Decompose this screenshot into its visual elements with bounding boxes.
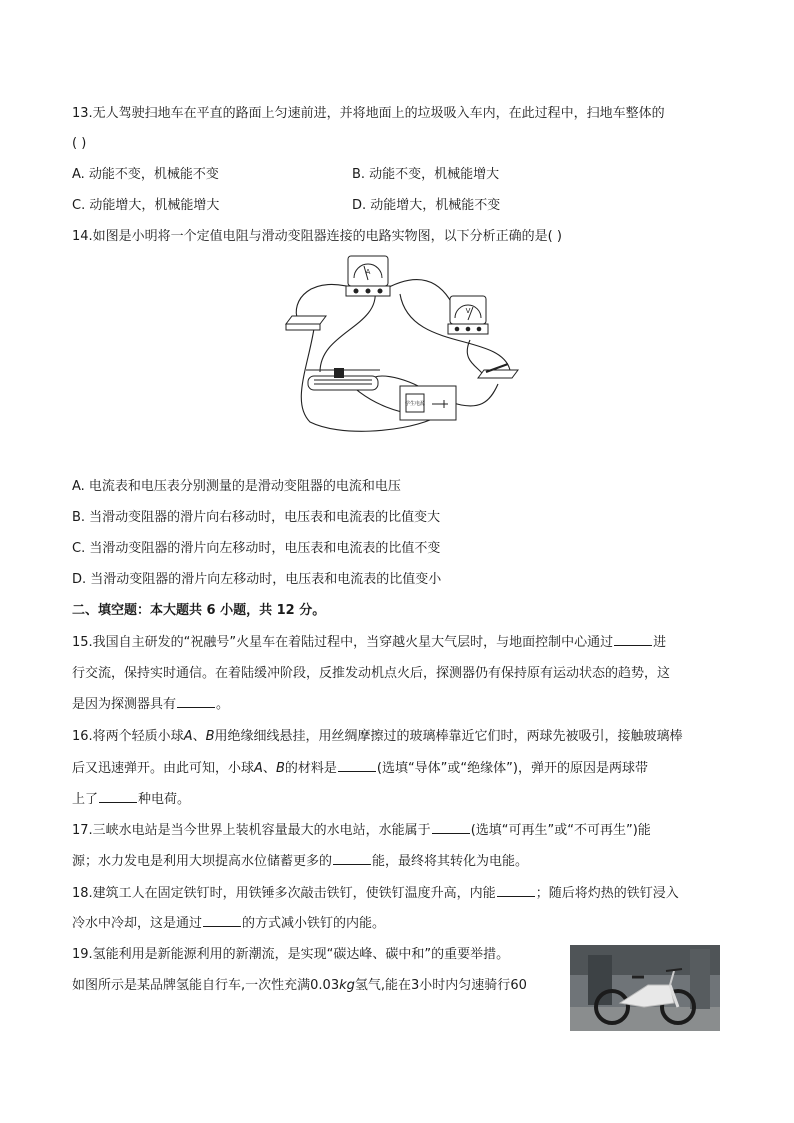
answer-blank (614, 632, 652, 646)
section-heading: 二、填空题：本大题共 6 小题，共 12 分。 (72, 603, 326, 618)
q15-l1b: 进 (653, 635, 667, 650)
resistor-icon (286, 316, 326, 330)
q16-l2b: 的材料是 (284, 761, 337, 776)
q16-sep: 、 (192, 729, 206, 744)
q18-line1 (72, 883, 679, 904)
q19-l2a: 如图所示是某品牌氢能自行车,一次性充满 (72, 978, 311, 993)
q16-line3 (72, 789, 190, 810)
rheostat-icon (306, 368, 380, 390)
q18-l1b: ；随后将灼热的铁钉浸入 (535, 886, 679, 901)
q16-line2 (72, 758, 648, 779)
q16-l2c: (选填“导体”或“绝缘体”)，弹开的原因是两球带 (376, 761, 648, 776)
q15-l3b: 。 (216, 697, 230, 712)
ammeter-label: A (365, 268, 371, 276)
q18-line2 (72, 913, 385, 934)
q13-option-a: A. 动能不变，机械能不变 (72, 167, 219, 182)
q13-option-c: C. 动能增大，机械能增大 (72, 198, 220, 213)
var-a: A (254, 761, 263, 776)
var-a: A (183, 729, 193, 744)
q17-l1a: 17.三峡水电站是当今世界上装机容量最大的水电站，水能属于 (72, 823, 431, 838)
var-b: B (275, 761, 285, 776)
q18-l2b: 的方式减小铁钉的内能。 (242, 916, 386, 931)
q19-l2c: 小时内匀速骑行 (419, 978, 511, 993)
q16-l1a: 16.将两个轻质小球 (72, 729, 184, 744)
voltmeter-label: V (465, 307, 471, 315)
q18-l2a: 冷水中冷却，这是通过 (72, 916, 203, 931)
q16-l3b: 种电荷。 (138, 792, 191, 807)
q14-option-a: A. 电流表和电压表分别测量的是滑动变阻器的电流和电压 (72, 479, 401, 494)
q15-l1a: 15.我国自主研发的“祝融号”火星车在着陆过程中，当穿越火星大气层时，与地面控制中心通过 (72, 635, 614, 650)
q13-option-b: B. 动能不变，机械能增大 (352, 167, 500, 182)
answer-blank (338, 758, 376, 772)
voltmeter-icon (448, 296, 488, 334)
q16-l1b: 用绝缘细线悬挂，用丝绸摩擦过的玻璃棒靠近它们时，两球先被吸引，接触玻璃棒 (214, 729, 683, 744)
q18-l1a: 18.建筑工人在固定铁钉时，用铁锤多次敲击铁钉，使铁钉温度升高，内能 (72, 886, 496, 901)
q19-line1: 19.氢能利用是新能源利用的新潮流，是实现“碳达峰、碳中和”的重要举措。 (72, 947, 510, 962)
q16-sep: 、 (262, 761, 276, 776)
hydrogen-bike-photo (570, 945, 720, 1031)
q16-line1 (72, 727, 683, 747)
q14-option-c: C. 当滑动变阻器的滑片向左移动时，电压表和电流表的比值不变 (72, 541, 441, 556)
q15-l3a: 是因为探测器具有 (72, 697, 177, 712)
q13-option-d: D. 动能增大，机械能不变 (352, 198, 501, 213)
q15-line2: 行交流，保持实时通信。在着陆缓冲阶段，反推发动机点火后，探测器仍有保持原有运动状态的趋势，这 (72, 666, 671, 681)
q19-l2b: 氢气,能在 (354, 978, 412, 993)
q13-paren: ( ) (72, 136, 87, 151)
q15-line3 (72, 694, 229, 715)
q19-unit: kg (339, 978, 355, 993)
q14-option-d: D. 当滑动变阻器的滑片向左移动时，电压表和电流表的比值变小 (72, 572, 442, 587)
answer-blank (177, 694, 215, 708)
q19-hours: 3 (411, 978, 420, 993)
answer-blank (203, 913, 241, 927)
switch-icon (478, 364, 518, 378)
q16-l2a: 后又迅速弹开。由此可知，小球 (72, 761, 255, 776)
q17-line1 (72, 820, 651, 841)
answer-blank (432, 820, 470, 834)
circuit-figure (280, 252, 520, 447)
q17-l2a: 源；水力发电是利用大坝提高水位储蓄更多的 (72, 854, 333, 869)
q13-stem: 13.无人驾驶扫地车在平直的路面上匀速前进，并将地面上的垃圾吸入车内，在此过程中，扫地车整体的 (72, 106, 665, 121)
q19-mass: 0.03 (310, 978, 340, 993)
q19-dist: 60 (510, 978, 527, 993)
q15-line1 (72, 632, 666, 653)
q17-l2b: 能，最终将其转化为电能。 (372, 854, 529, 869)
power-supply-icon (400, 386, 456, 420)
q19-line2 (72, 976, 527, 996)
var-b: B (205, 729, 215, 744)
power-label: 学生电源 (404, 401, 426, 407)
q14-stem: 14.如图是小明将一个定值电阻与滑动变阻器连接的电路实物图，以下分析正确的是( ) (72, 229, 562, 244)
q17-l1b: (选填“可再生”或“不可再生”)能 (470, 823, 651, 838)
answer-blank (333, 851, 371, 865)
q16-l3a: 上了 (72, 792, 99, 807)
q17-line2 (72, 851, 528, 872)
answer-blank (497, 883, 535, 897)
ammeter-icon (346, 256, 390, 296)
q14-option-b: B. 当滑动变阻器的滑片向右移动时，电压表和电流表的比值变大 (72, 510, 441, 525)
answer-blank (99, 789, 137, 803)
